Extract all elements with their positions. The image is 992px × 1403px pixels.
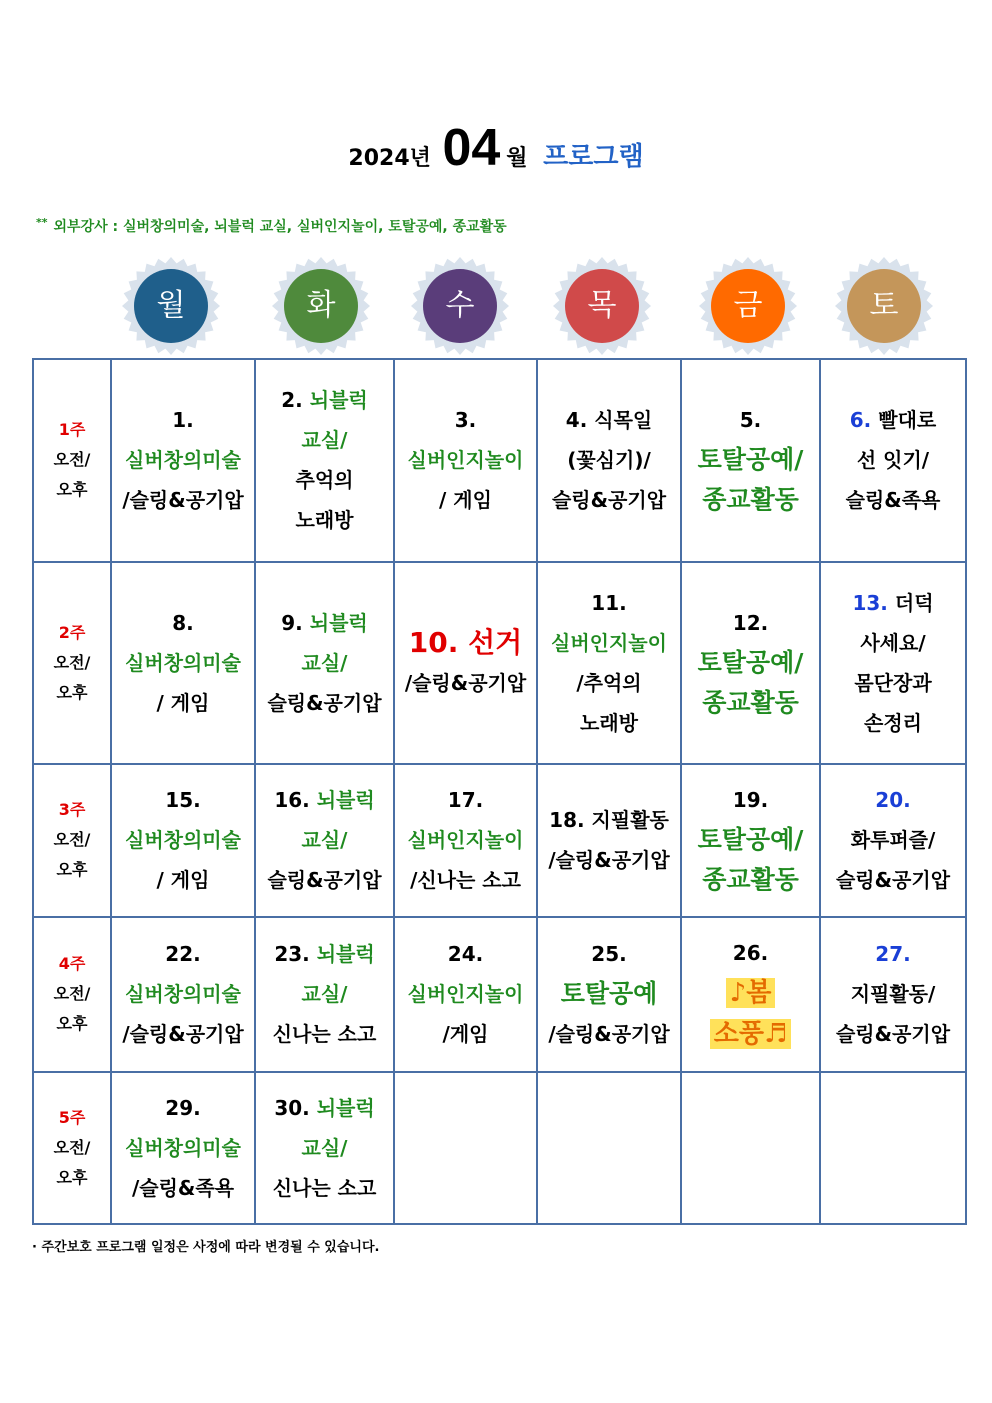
activity-am: 실버창의미술	[125, 1135, 241, 1160]
day-cell	[820, 764, 966, 917]
week-number: 3주	[58, 800, 86, 820]
activity-pm: /추억의	[576, 670, 642, 695]
activity-am: 뇌블럭	[316, 788, 375, 813]
day-cell	[537, 359, 681, 562]
day-cell	[537, 917, 681, 1072]
activity-pm: 슬링&공기압	[835, 1022, 951, 1046]
day-date: 17.	[447, 788, 484, 813]
activity-am: 뇌블럭	[316, 942, 375, 966]
title-year: 2024년	[348, 146, 431, 171]
day-cell	[537, 562, 681, 765]
day-cell	[111, 1072, 255, 1225]
activity-pm: /슬링&공기압	[122, 488, 244, 513]
week-number: 5주	[58, 1107, 86, 1127]
activity-pm: / 게임	[156, 868, 210, 893]
day-date: 18. 지필활동	[549, 808, 669, 833]
activity-pm: /신나는 소고	[410, 868, 521, 893]
activity-am-2: 교실/	[301, 428, 348, 453]
activity-am-2: 교실/	[301, 828, 348, 853]
activity-pm: /슬링&족욕	[131, 1175, 235, 1200]
week-time-2: 오후	[56, 1167, 88, 1187]
activity-am: 실버인지놀이	[407, 982, 524, 1006]
activity-am-2: 교실/	[301, 650, 348, 675]
week-row-3	[33, 764, 966, 917]
activity-pm: 신나는 소고	[272, 1175, 377, 1200]
day-cell	[111, 764, 255, 917]
activity-am: 실버창의미술	[125, 650, 241, 675]
day-cell	[820, 359, 966, 562]
weekday-badge-fri	[698, 256, 798, 356]
activity-am: 토탈공예	[560, 979, 658, 1008]
week-label-cell	[33, 917, 111, 1072]
week-time: 오전/	[53, 1137, 91, 1157]
day-cell	[255, 764, 394, 917]
title-month-unit: 월	[506, 146, 528, 171]
activity-pm: 슬링&족욕	[845, 488, 941, 513]
weekday-badge-tue	[271, 256, 371, 356]
activity-pm: / 게임	[439, 488, 492, 513]
activity-pm-2: 노래방	[580, 710, 638, 735]
week-number: 1주	[58, 420, 86, 440]
weekday-header	[0, 256, 992, 360]
activity-am: 실버인지놀이	[551, 630, 667, 655]
day-cell	[255, 359, 394, 562]
activity-am: 토탈공예/	[697, 445, 804, 475]
day-date: 13.	[852, 590, 888, 615]
activity-am: (꽃심기)/	[567, 448, 651, 473]
day-date: 1.	[172, 408, 194, 433]
activity-am: 뇌블럭	[316, 1095, 375, 1120]
activity-am: 토탈공예/	[697, 647, 804, 677]
week-row-5	[33, 1072, 966, 1225]
external-instructor-note	[36, 216, 507, 236]
activity-pm: 슬링&공기압	[835, 868, 951, 893]
activity-am-2: 교실/	[301, 982, 348, 1006]
day-date: 20.	[875, 788, 911, 813]
activity-pm: 종교활동	[702, 687, 799, 717]
week-row-1	[33, 359, 966, 562]
weekday-badge-mon	[121, 256, 221, 356]
activity-pm: 슬링&공기압	[267, 690, 382, 715]
activity-pm: 슬링&공기압	[551, 488, 667, 513]
day-cell	[394, 764, 537, 917]
day-cell	[394, 562, 537, 765]
activity-pm: 몸단장과	[854, 670, 932, 695]
activity-am: 더덕	[894, 590, 934, 615]
day-date: 2.	[281, 388, 303, 413]
day-cell	[394, 917, 537, 1072]
activity-am: 실버창의미술	[125, 448, 241, 473]
week-number: 4주	[58, 954, 86, 973]
activity-am: 지필활동/	[850, 982, 936, 1006]
day-date-election: 10. 선거	[408, 625, 523, 659]
activity-pm: / 게임	[156, 690, 210, 715]
note-text: 외부강사 : 실버창의미술, 뇌블럭 교실, 실버인지놀이, 토탈공예, 종교활동	[53, 219, 507, 235]
day-date: 9.	[281, 610, 303, 635]
activity-am: 실버창의미술	[125, 982, 241, 1006]
weekday-label-sat: 토	[869, 288, 899, 323]
activity-am: 토탈공예/	[697, 825, 804, 855]
week-label-cell	[33, 1072, 111, 1225]
activity-am-2: 교실/	[301, 1135, 348, 1160]
activity-am: 뇌블럭	[309, 388, 368, 413]
week-time: 오전/	[53, 830, 91, 850]
picnic-highlight: ♪봄	[726, 978, 776, 1008]
day-date: 16.	[274, 788, 310, 813]
day-cell	[394, 359, 537, 562]
weekday-badge-thu	[552, 256, 652, 356]
activity-am: 실버인지놀이	[407, 448, 524, 473]
day-cell	[681, 359, 820, 562]
week-label-cell	[33, 764, 111, 917]
empty-cell	[394, 1072, 537, 1225]
week-label-cell	[33, 359, 111, 562]
activity-pm: /게임	[442, 1022, 489, 1046]
day-date: 5.	[739, 408, 762, 433]
week-time-2: 오후	[56, 860, 88, 880]
note-mark: **	[36, 216, 48, 229]
activity-am: 실버인지놀이	[407, 828, 524, 853]
day-date: 26.	[732, 941, 769, 965]
picnic-highlight-2: 소풍♬	[710, 1019, 792, 1049]
weekday-label-fri: 금	[733, 288, 763, 323]
day-date: 3.	[454, 408, 477, 433]
day-date: 22.	[165, 942, 201, 966]
title-month: 04	[442, 119, 501, 177]
day-cell	[537, 764, 681, 917]
day-cell	[681, 917, 820, 1072]
activity-pm: /슬링&공기압	[548, 848, 670, 873]
day-cell	[681, 562, 820, 765]
activity-pm: 종교활동	[702, 485, 799, 515]
day-cell	[111, 359, 255, 562]
footer-note: · 주간보호 프로그램 일정은 사정에 따라 변경될 수 있습니다.	[32, 1240, 380, 1255]
day-date: 23.	[274, 942, 310, 966]
activity-pm: 신나는 소고	[272, 1022, 377, 1046]
day-date: 27.	[875, 942, 911, 966]
activity-pm: /슬링&공기압	[122, 1022, 244, 1046]
day-date: 12.	[732, 610, 769, 635]
day-cell	[820, 917, 966, 1072]
empty-cell	[681, 1072, 820, 1225]
activity-pm: 추억의	[295, 468, 354, 493]
day-date: 24.	[447, 942, 484, 966]
activity-pm: 종교활동	[702, 865, 799, 895]
day-cell	[681, 764, 820, 917]
weekday-badge-wed	[410, 256, 510, 356]
weekday-label-wed: 수	[445, 288, 475, 323]
activity-am: 실버창의미술	[125, 828, 241, 853]
program-calendar	[32, 358, 967, 1225]
day-date: 6.	[849, 408, 872, 433]
activity-pm-2: 노래방	[295, 508, 354, 533]
day-date: 25.	[591, 942, 627, 966]
weekday-badge-sat	[834, 256, 934, 356]
activity-am-2: 사세요/	[860, 630, 926, 655]
day-cell	[820, 562, 966, 765]
week-label-cell	[33, 562, 111, 765]
page-title	[0, 118, 992, 178]
activity-am: 화투퍼즐/	[850, 828, 936, 853]
day-date: 4. 식목일	[565, 408, 653, 433]
day-date: 15.	[165, 788, 201, 813]
weekday-label-tue: 화	[306, 288, 336, 323]
title-program: 프로그램	[543, 142, 644, 172]
day-cell	[111, 562, 255, 765]
week-row-2	[33, 562, 966, 765]
day-date: 29.	[165, 1095, 201, 1120]
weekday-label-mon: 월	[156, 288, 186, 323]
day-date: 30.	[274, 1095, 310, 1120]
day-cell	[255, 562, 394, 765]
activity-pm-2: 손정리	[864, 710, 922, 735]
week-time: 오전/	[53, 450, 91, 470]
week-row-4	[33, 917, 966, 1072]
week-time-2: 오후	[56, 682, 88, 702]
week-number: 2주	[58, 622, 86, 642]
day-cell	[111, 917, 255, 1072]
day-cell	[255, 917, 394, 1072]
activity-pm: /슬링&공기압	[404, 670, 527, 695]
day-date: 11.	[591, 590, 627, 615]
day-date: 8.	[172, 610, 194, 635]
empty-cell	[537, 1072, 681, 1225]
week-time: 오전/	[53, 652, 91, 672]
activity-am-2: 선 잇기/	[856, 448, 930, 473]
day-date: 19.	[732, 788, 769, 813]
week-time-2: 오후	[56, 1014, 88, 1033]
weekday-label-thu: 목	[587, 288, 617, 323]
week-time: 오전/	[53, 984, 91, 1003]
activity-pm: /슬링&공기압	[548, 1022, 670, 1046]
day-cell	[255, 1072, 394, 1225]
activity-am: 뇌블럭	[309, 610, 368, 635]
empty-cell	[820, 1072, 966, 1225]
activity-pm: 슬링&공기압	[267, 868, 382, 893]
activity-am: 빨대로	[878, 408, 937, 433]
week-time-2: 오후	[56, 480, 88, 500]
